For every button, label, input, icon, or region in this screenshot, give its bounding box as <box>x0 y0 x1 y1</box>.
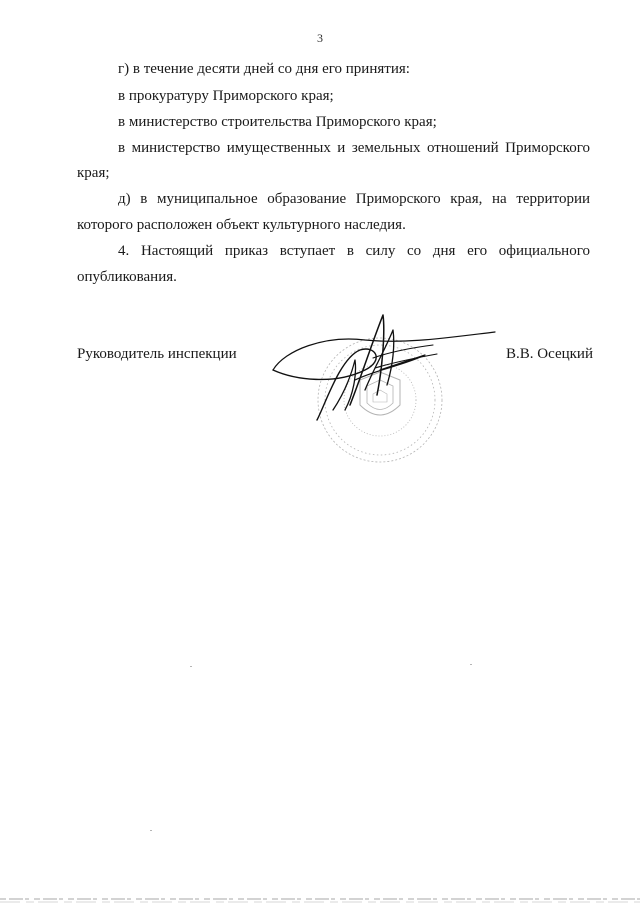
paragraph-line: д) в муниципальное образование Приморского края, на территории <box>118 191 590 207</box>
scan-speck <box>190 666 192 667</box>
paragraph-line: в министерство строительства Приморского края; <box>118 114 437 130</box>
signature-and-seal <box>255 310 505 470</box>
paragraph-line: в министерство имущественных и земельных отношений Приморского <box>118 140 590 156</box>
paragraph-line: которого расположен объект культурного наследия. <box>77 217 406 233</box>
scan-bottom-edge <box>0 896 640 905</box>
paragraph-line: г) в течение десяти дней со дня его принятия: <box>118 61 410 77</box>
signatory-name: В.В. Осецкий <box>506 346 593 362</box>
paragraph-line: опубликования. <box>77 269 177 285</box>
signatory-position: Руководитель инспекции <box>77 346 237 362</box>
handwritten-signature <box>273 315 495 420</box>
paragraph-line: в прокуратуру Приморского края; <box>118 88 334 104</box>
page-number: 3 <box>317 31 323 45</box>
scan-speck <box>150 830 152 831</box>
paragraph-line: 4. Настоящий приказ вступает в силу со дня его официального <box>118 243 590 259</box>
scan-speck <box>470 664 472 665</box>
paragraph-line: края; <box>77 165 110 181</box>
